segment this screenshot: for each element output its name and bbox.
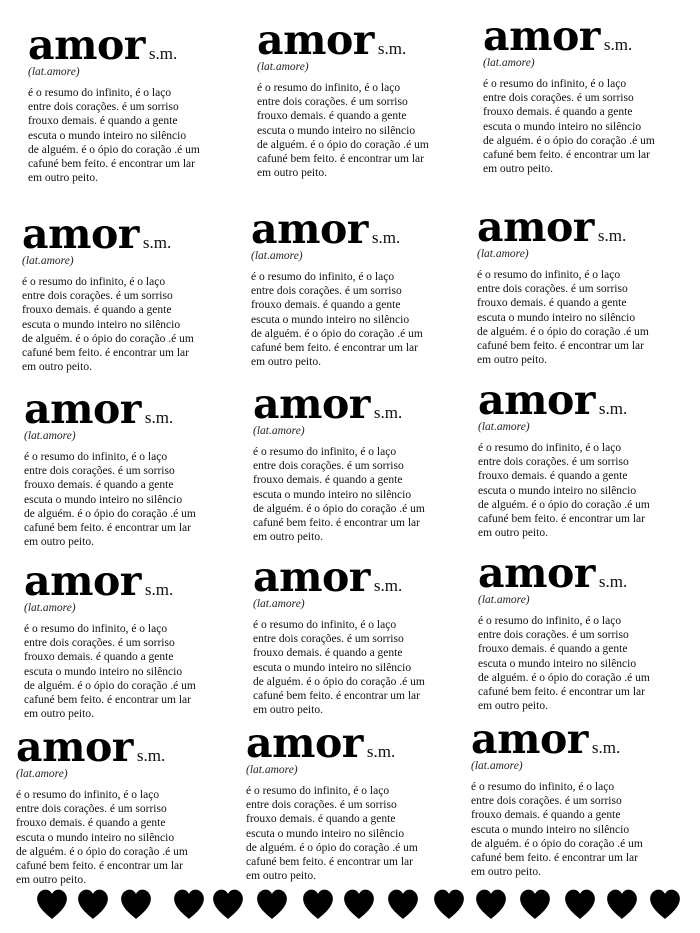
definition-text <box>253 618 463 717</box>
definition-line: frouxo demais. é quando a gente <box>246 813 396 826</box>
definition-line: de alguém. é o ópio do coração .é um <box>22 332 194 345</box>
definition-line: é o resumo do infinito, é o laço <box>253 446 397 458</box>
definition-line: cafuné bem feito. é encontrar um lar <box>24 522 191 535</box>
heart-icon <box>342 887 376 921</box>
heart-icon <box>432 887 466 921</box>
definition-line: frouxo demais. é quando a gente <box>28 115 178 128</box>
part-of-speech: s.m. <box>142 233 172 252</box>
definition-line: em outro peito. <box>251 356 321 369</box>
definition-line: frouxo demais. é quando a gente <box>22 304 172 317</box>
definition-line: em outro peito. <box>483 163 553 176</box>
entry-heading <box>251 205 466 253</box>
entry-word: amor <box>246 719 363 767</box>
definition-line: é o resumo do infinito, é o laço <box>257 82 401 94</box>
entry-word: amor <box>251 205 368 253</box>
definition-text <box>16 788 226 887</box>
definition-line: escuta o mundo inteiro no silêncio <box>253 661 412 674</box>
definition-line: é o resumo do infinito, é o laço <box>251 271 395 283</box>
definition-card <box>24 557 239 721</box>
definition-line: escuta o mundo inteiro no silêncio <box>478 657 637 670</box>
entry-word: amor <box>478 376 595 424</box>
definition-card <box>253 380 468 544</box>
definition-card <box>483 12 698 176</box>
definition-card <box>477 203 692 367</box>
definition-line: em outro peito. <box>24 536 94 549</box>
etymology: (lat.amore) <box>16 768 68 780</box>
definition-text <box>246 784 456 883</box>
entry-word: amor <box>253 553 370 601</box>
definition-line: escuta o mundo inteiro no silêncio <box>251 313 410 326</box>
part-of-speech: s.m. <box>366 742 396 761</box>
definition-card <box>478 549 693 713</box>
definition-line: escuta o mundo inteiro no silêncio <box>483 120 642 133</box>
definition-line: escuta o mundo inteiro no silêncio <box>22 318 181 331</box>
part-of-speech: s.m. <box>591 738 621 757</box>
definition-line: é o resumo do infinito, é o laço <box>483 78 627 90</box>
definition-line: entre dois corações. é um sorriso <box>477 283 628 296</box>
definition-line: entre dois corações. é um sorriso <box>478 456 629 469</box>
heart-icon <box>386 887 420 921</box>
part-of-speech: s.m. <box>603 35 633 54</box>
etymology: (lat.amore) <box>24 602 76 614</box>
definition-line: escuta o mundo inteiro no silêncio <box>16 831 175 844</box>
etymology: (lat.amore) <box>483 57 535 69</box>
definition-line: de alguém. é o ópio do coração .é um <box>471 837 643 850</box>
heart-border <box>0 887 700 927</box>
definition-line: em outro peito. <box>477 354 547 367</box>
heart-icon <box>211 887 245 921</box>
definition-line: frouxo demais. é quando a gente <box>253 474 403 487</box>
entry-heading <box>477 203 692 251</box>
definition-line: cafuné bem feito. é encontrar um lar <box>471 852 638 865</box>
definition-line: é o resumo do infinito, é o laço <box>16 789 160 801</box>
definition-line: cafuné bem feito. é encontrar um lar <box>251 342 418 355</box>
definition-text <box>22 275 232 374</box>
definition-line: de alguém. é o ópio do coração .é um <box>24 679 196 692</box>
definition-line: escuta o mundo inteiro no silêncio <box>478 484 637 497</box>
heart-icon <box>76 887 110 921</box>
definition-line: de alguém. é o ópio do coração .é um <box>483 134 655 147</box>
definition-line: frouxo demais. é quando a gente <box>251 299 401 312</box>
definition-line: de alguém. é o ópio do coração .é um <box>16 845 188 858</box>
entry-heading <box>28 21 243 69</box>
definition-line: entre dois corações. é um sorriso <box>253 633 404 646</box>
definition-line: cafuné bem feito. é encontrar um lar <box>16 860 183 873</box>
part-of-speech: s.m. <box>597 226 627 245</box>
definition-line: é o resumo do infinito, é o laço <box>28 87 172 99</box>
definition-line: de alguém. é o ópio do coração .é um <box>478 671 650 684</box>
definition-line: cafuné bem feito. é encontrar um lar <box>24 694 191 707</box>
definition-card <box>22 210 237 374</box>
entry-word: amor <box>28 21 145 69</box>
definition-card <box>251 205 466 369</box>
entry-heading <box>253 380 468 428</box>
heart-icon <box>172 887 206 921</box>
etymology: (lat.amore) <box>253 425 305 437</box>
definition-line: escuta o mundo inteiro no silêncio <box>257 124 416 137</box>
definition-line: de alguém. é o ópio do coração .é um <box>253 502 425 515</box>
entry-word: amor <box>253 380 370 428</box>
definition-line: entre dois corações. é um sorriso <box>24 637 175 650</box>
definition-line: escuta o mundo inteiro no silêncio <box>24 665 183 678</box>
definition-line: entre dois corações. é um sorriso <box>478 629 629 642</box>
definition-line: é o resumo do infinito, é o laço <box>478 615 622 627</box>
definition-line: cafuné bem feito. é encontrar um lar <box>478 686 645 699</box>
definition-line: em outro peito. <box>478 700 548 713</box>
definition-line: entre dois corações. é um sorriso <box>483 92 634 105</box>
definition-line: é o resumo do infinito, é o laço <box>24 623 168 635</box>
definition-line: frouxo demais. é quando a gente <box>477 297 627 310</box>
heart-icon <box>301 887 335 921</box>
etymology: (lat.amore) <box>478 594 530 606</box>
definition-line: de alguém. é o ópio do coração .é um <box>478 498 650 511</box>
definition-line: é o resumo do infinito, é o laço <box>246 785 390 797</box>
entry-heading <box>24 385 239 433</box>
definition-card <box>478 376 693 540</box>
entry-heading <box>253 553 468 601</box>
definition-line: em outro peito. <box>478 527 548 540</box>
definition-line: de alguém. é o ópio do coração .é um <box>28 143 200 156</box>
definition-line: é o resumo do infinito, é o laço <box>471 781 615 793</box>
definition-card <box>257 16 472 180</box>
entry-heading <box>16 723 231 771</box>
definition-line: em outro peito. <box>24 708 94 721</box>
etymology: (lat.amore) <box>257 61 309 73</box>
etymology: (lat.amore) <box>28 66 80 78</box>
definition-line: escuta o mundo inteiro no silêncio <box>28 129 187 142</box>
definition-line: em outro peito. <box>28 172 98 185</box>
entry-word: amor <box>24 385 141 433</box>
etymology: (lat.amore) <box>471 760 523 772</box>
definition-card <box>16 723 231 887</box>
etymology: (lat.amore) <box>477 248 529 260</box>
entry-word: amor <box>16 723 133 771</box>
definition-line: frouxo demais. é quando a gente <box>471 809 621 822</box>
definition-text <box>251 270 461 369</box>
definition-text <box>477 268 687 367</box>
entry-heading <box>246 719 461 767</box>
definition-line: de alguém. é o ópio do coração .é um <box>24 507 196 520</box>
definition-line: frouxo demais. é quando a gente <box>257 110 407 123</box>
entry-heading <box>478 376 693 424</box>
definition-line: entre dois corações. é um sorriso <box>22 290 173 303</box>
heart-icon <box>119 887 153 921</box>
part-of-speech: s.m. <box>371 228 401 247</box>
definition-line: entre dois corações. é um sorriso <box>471 795 622 808</box>
etymology: (lat.amore) <box>22 255 74 267</box>
definition-text <box>28 86 238 185</box>
definition-text <box>253 445 463 544</box>
definition-line: frouxo demais. é quando a gente <box>483 106 633 119</box>
part-of-speech: s.m. <box>136 746 166 765</box>
definition-line: entre dois corações. é um sorriso <box>16 803 167 816</box>
definition-line: entre dois corações. é um sorriso <box>24 465 175 478</box>
definition-line: cafuné bem feito. é encontrar um lar <box>22 347 189 360</box>
heart-icon <box>518 887 552 921</box>
definition-line: cafuné bem feito. é encontrar um lar <box>478 513 645 526</box>
part-of-speech: s.m. <box>598 399 628 418</box>
definition-line: cafuné bem feito. é encontrar um lar <box>483 149 650 162</box>
definition-text <box>471 780 681 879</box>
definition-text <box>24 450 234 549</box>
definition-text <box>478 614 688 713</box>
etymology: (lat.amore) <box>246 764 298 776</box>
entry-heading <box>478 549 693 597</box>
entry-word: amor <box>483 12 600 60</box>
definition-text <box>24 622 234 721</box>
definition-line: entre dois corações. é um sorriso <box>251 285 402 298</box>
definition-line: em outro peito. <box>257 167 327 180</box>
heart-icon <box>35 887 69 921</box>
definition-line: entre dois corações. é um sorriso <box>28 101 179 114</box>
part-of-speech: s.m. <box>377 39 407 58</box>
entry-word: amor <box>471 715 588 763</box>
definition-text <box>478 441 688 540</box>
definition-line: escuta o mundo inteiro no silêncio <box>471 823 630 836</box>
definition-card <box>24 385 239 549</box>
part-of-speech: s.m. <box>144 580 174 599</box>
definition-line: escuta o mundo inteiro no silêncio <box>246 827 405 840</box>
definition-line: escuta o mundo inteiro no silêncio <box>253 488 412 501</box>
part-of-speech: s.m. <box>373 576 403 595</box>
definition-line: entre dois corações. é um sorriso <box>246 799 397 812</box>
definition-line: é o resumo do infinito, é o laço <box>22 276 166 288</box>
definition-line: cafuné bem feito. é encontrar um lar <box>257 153 424 166</box>
heart-icon <box>255 887 289 921</box>
definition-line: de alguém. é o ópio do coração .é um <box>246 841 418 854</box>
definition-card <box>253 553 468 717</box>
definition-card <box>246 719 461 883</box>
definition-line: é o resumo do infinito, é o laço <box>478 442 622 454</box>
entry-heading <box>483 12 698 60</box>
definition-line: cafuné bem feito. é encontrar um lar <box>28 158 195 171</box>
definition-line: entre dois corações. é um sorriso <box>253 460 404 473</box>
definition-line: de alguém. é o ópio do coração .é um <box>253 675 425 688</box>
entry-heading <box>24 557 239 605</box>
definition-line: cafuné bem feito. é encontrar um lar <box>246 856 413 869</box>
definition-line: frouxo demais. é quando a gente <box>478 643 628 656</box>
definition-line: em outro peito. <box>253 531 323 544</box>
heart-icon <box>605 887 639 921</box>
definition-line: em outro peito. <box>471 866 541 879</box>
etymology: (lat.amore) <box>253 598 305 610</box>
definition-line: cafuné bem feito. é encontrar um lar <box>253 517 420 530</box>
part-of-speech: s.m. <box>144 408 174 427</box>
definition-line: em outro peito. <box>16 874 86 887</box>
definition-line: escuta o mundo inteiro no silêncio <box>477 311 636 324</box>
entry-word: amor <box>24 557 141 605</box>
part-of-speech: s.m. <box>148 44 178 63</box>
definition-line: é o resumo do infinito, é o laço <box>477 269 621 281</box>
definition-line: é o resumo do infinito, é o laço <box>24 451 168 463</box>
heart-icon <box>474 887 508 921</box>
definition-line: escuta o mundo inteiro no silêncio <box>24 493 183 506</box>
definition-line: frouxo demais. é quando a gente <box>478 470 628 483</box>
definition-line: de alguém. é o ópio do coração .é um <box>257 138 429 151</box>
definition-text <box>257 81 467 180</box>
definition-text <box>483 77 693 176</box>
definition-card <box>28 21 243 185</box>
etymology: (lat.amore) <box>251 250 303 262</box>
definition-line: entre dois corações. é um sorriso <box>257 96 408 109</box>
definition-line: frouxo demais. é quando a gente <box>24 651 174 664</box>
entry-word: amor <box>477 203 594 251</box>
entry-heading <box>471 715 686 763</box>
etymology: (lat.amore) <box>478 421 530 433</box>
heart-icon <box>563 887 597 921</box>
definition-line: de alguém. é o ópio do coração .é um <box>477 325 649 338</box>
entry-heading <box>22 210 237 258</box>
definition-line: frouxo demais. é quando a gente <box>253 647 403 660</box>
entry-word: amor <box>22 210 139 258</box>
definition-line: cafuné bem feito. é encontrar um lar <box>477 340 644 353</box>
definition-line: frouxo demais. é quando a gente <box>24 479 174 492</box>
definition-line: em outro peito. <box>22 361 92 374</box>
definition-line: de alguém. é o ópio do coração .é um <box>251 327 423 340</box>
definition-line: em outro peito. <box>253 704 323 717</box>
heart-icon <box>648 887 682 921</box>
definition-line: frouxo demais. é quando a gente <box>16 817 166 830</box>
definition-line: é o resumo do infinito, é o laço <box>253 619 397 631</box>
part-of-speech: s.m. <box>598 572 628 591</box>
etymology: (lat.amore) <box>24 430 76 442</box>
part-of-speech: s.m. <box>373 403 403 422</box>
entry-word: amor <box>257 16 374 64</box>
definition-card <box>471 715 686 879</box>
entry-heading <box>257 16 472 64</box>
entry-word: amor <box>478 549 595 597</box>
definition-line: em outro peito. <box>246 870 316 883</box>
definition-line: cafuné bem feito. é encontrar um lar <box>253 690 420 703</box>
